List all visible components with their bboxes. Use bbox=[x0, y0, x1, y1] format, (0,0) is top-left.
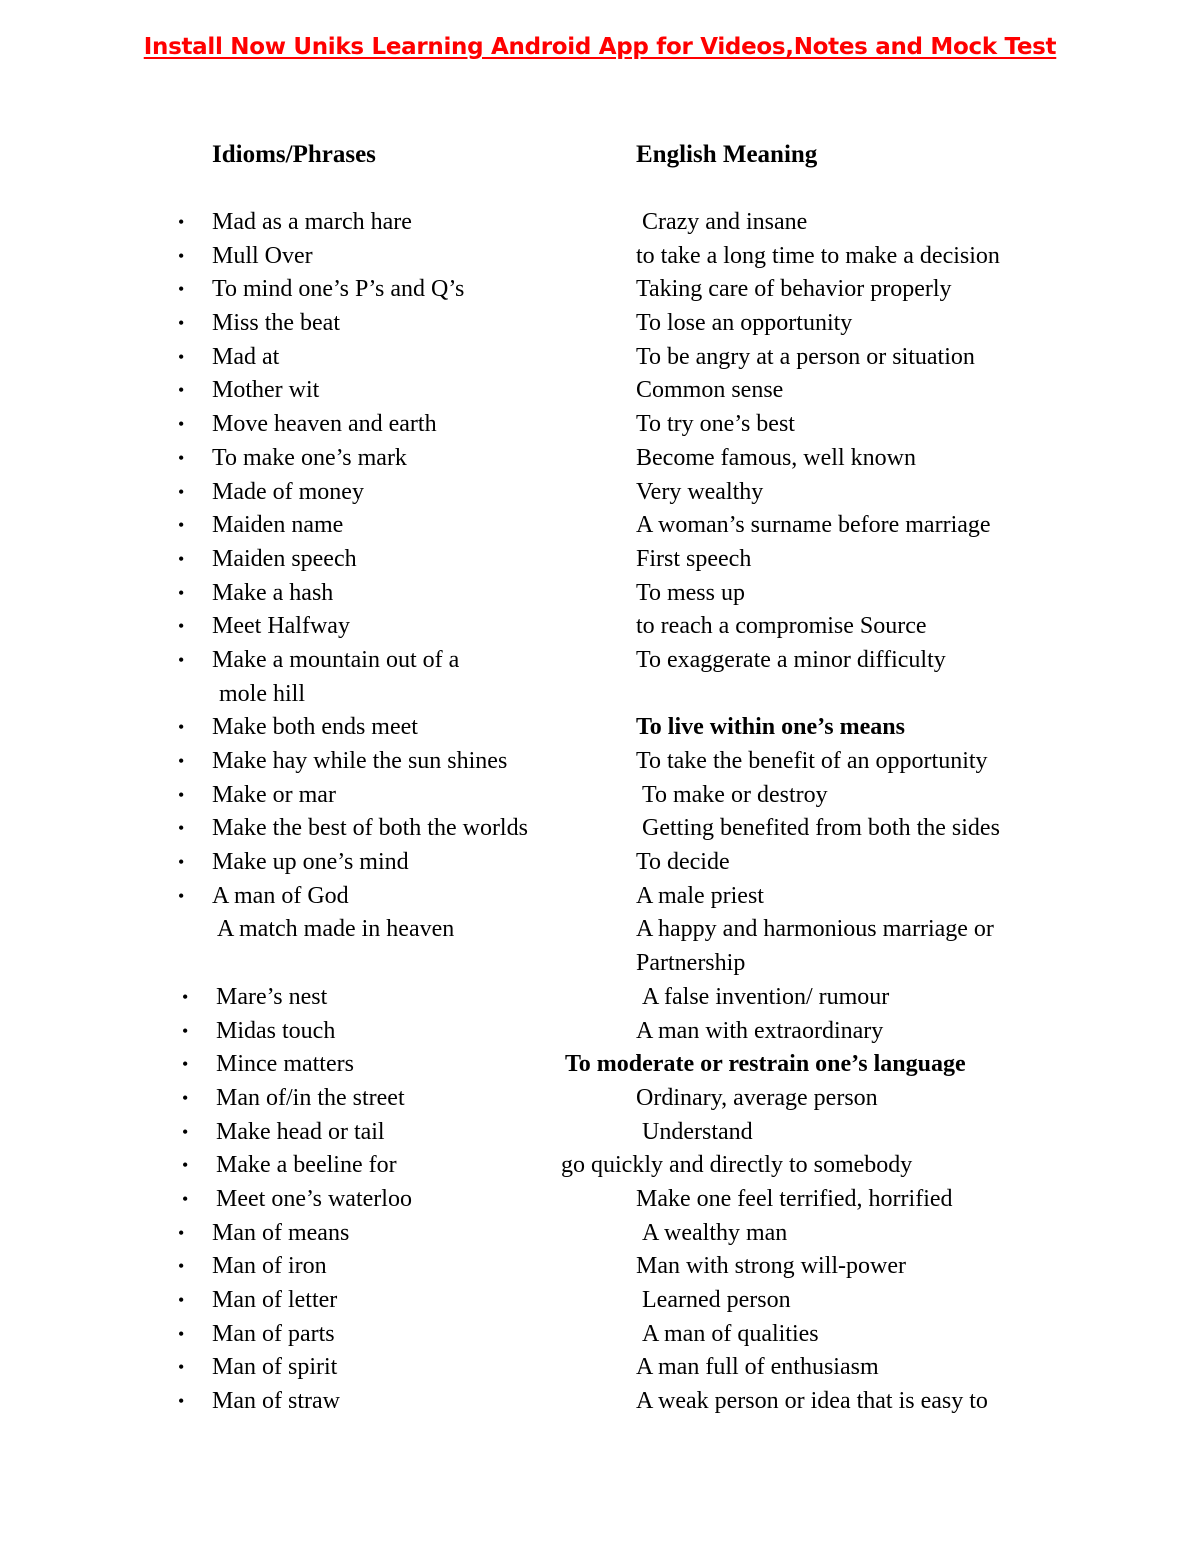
meaning-text: To take the benefit of an opportunity bbox=[636, 748, 988, 775]
list-item bbox=[0, 1318, 1200, 1352]
list-item bbox=[0, 307, 1200, 341]
idiom-text: Mad as a march hare bbox=[212, 209, 412, 235]
bullet-icon: • bbox=[178, 649, 185, 670]
idiom-text: Meet Halfway bbox=[212, 613, 350, 640]
bullet-icon: • bbox=[178, 245, 185, 266]
idiom-text: To mind one’s P’s and Q’s bbox=[212, 276, 465, 303]
meaning-text: A weak person or idea that is easy to bbox=[636, 1388, 988, 1415]
idiom-list bbox=[0, 206, 1200, 1419]
meaning-text: Make one feel terrified, horrified bbox=[636, 1185, 953, 1212]
idiom-text: Man of means bbox=[212, 1219, 350, 1246]
bullet-icon: • bbox=[182, 1155, 189, 1176]
bullet-icon: • bbox=[178, 616, 185, 637]
list-item bbox=[0, 442, 1200, 476]
meaning-text: A woman’s surname before marriage bbox=[636, 512, 991, 539]
meaning-text: A man with extraordinary bbox=[636, 1017, 884, 1044]
bullet-icon: • bbox=[182, 986, 189, 1007]
idiom-text: Make a hash bbox=[212, 579, 334, 606]
meaning-text: To be angry at a person or situation bbox=[636, 343, 975, 370]
bullet-icon: • bbox=[178, 481, 185, 502]
idiom-text: Man of parts bbox=[212, 1320, 335, 1347]
list-item bbox=[0, 1284, 1200, 1318]
idiom-line: Make a mountain out of a bbox=[212, 646, 460, 673]
bullet-icon: • bbox=[178, 279, 185, 300]
idiom-text: Mother wit bbox=[212, 377, 320, 404]
list-item bbox=[0, 981, 1200, 1015]
bullet-icon: • bbox=[178, 313, 185, 334]
idiom-text: Make head or tail bbox=[216, 1118, 385, 1145]
bullet-icon: • bbox=[178, 380, 185, 401]
idiom-text: Mince matters bbox=[216, 1051, 354, 1078]
bullet-icon: • bbox=[178, 1290, 185, 1311]
list-item bbox=[0, 240, 1200, 274]
idiom-text: To make one’s mark bbox=[212, 444, 407, 471]
idiom-text: Mad at bbox=[212, 343, 280, 370]
list-item bbox=[0, 1351, 1200, 1385]
list-item bbox=[0, 341, 1200, 375]
meaning-text: To lose an opportunity bbox=[636, 310, 853, 337]
idiom-text: Make the best of both the worlds bbox=[212, 815, 528, 842]
bullet-icon: • bbox=[178, 1357, 185, 1378]
idiom-text: Man of letter bbox=[212, 1287, 338, 1314]
list-item bbox=[0, 644, 1200, 711]
idiom-text: Make hay while the sun shines bbox=[212, 748, 508, 775]
column-header-meaning: English Meaning bbox=[636, 141, 818, 168]
bullet-icon: • bbox=[178, 1256, 185, 1277]
bullet-icon: • bbox=[178, 515, 185, 536]
list-item bbox=[0, 779, 1200, 813]
list-item bbox=[0, 543, 1200, 577]
bullet-icon: • bbox=[182, 1020, 189, 1041]
list-item bbox=[0, 1116, 1200, 1150]
meaning-text: Man with strong will-power bbox=[636, 1253, 906, 1280]
idiom-text bbox=[212, 644, 459, 711]
idiom-text: Miss the beat bbox=[212, 310, 340, 337]
meaning-line: A happy and harmonious marriage or bbox=[636, 916, 994, 943]
idiom-text: A man of God bbox=[212, 882, 349, 909]
idiom-text: Man of iron bbox=[212, 1253, 327, 1280]
meaning-text: Become famous, well known bbox=[636, 444, 916, 471]
list-item bbox=[0, 374, 1200, 408]
bullet-icon: • bbox=[178, 1222, 185, 1243]
meaning-text: Crazy and insane bbox=[642, 209, 808, 235]
idiom-text: Make both ends meet bbox=[212, 714, 418, 741]
column-header-idioms: Idioms/Phrases bbox=[212, 141, 376, 168]
meaning-text: To live within one’s means bbox=[636, 714, 905, 741]
idiom-text: Move heaven and earth bbox=[212, 411, 437, 438]
idiom-line: mole hill bbox=[219, 680, 305, 707]
idiom-text: A match made in heaven bbox=[217, 916, 455, 943]
list-item bbox=[0, 206, 1200, 240]
list-item bbox=[0, 846, 1200, 880]
meaning-text: Common sense bbox=[636, 377, 784, 404]
bullet-icon: • bbox=[178, 717, 185, 738]
idiom-text: Make up one’s mind bbox=[212, 849, 409, 876]
list-item bbox=[0, 1048, 1200, 1082]
list-item bbox=[0, 711, 1200, 745]
bullet-icon: • bbox=[178, 548, 185, 569]
bullet-icon: • bbox=[182, 1188, 189, 1209]
idiom-text: Man of straw bbox=[212, 1388, 340, 1415]
meaning-text: go quickly and directly to somebody bbox=[561, 1152, 913, 1179]
meaning-text bbox=[636, 913, 994, 980]
list-item bbox=[0, 812, 1200, 846]
idiom-text: Make or mar bbox=[212, 781, 336, 808]
meaning-text: To try one’s best bbox=[636, 411, 795, 438]
meaning-text: To moderate or restrain one’s language bbox=[565, 1051, 966, 1078]
list-item bbox=[0, 273, 1200, 307]
bullet-icon: • bbox=[178, 751, 185, 772]
list-item bbox=[0, 1385, 1200, 1419]
idiom-text: Mull Over bbox=[212, 242, 313, 269]
meaning-text: Taking care of behavior properly bbox=[636, 276, 952, 303]
idiom-text: Man of spirit bbox=[212, 1354, 338, 1381]
bullet-icon: • bbox=[178, 346, 185, 367]
idiom-text: Maiden name bbox=[212, 512, 344, 539]
bullet-icon: • bbox=[178, 885, 185, 906]
bullet-icon: • bbox=[182, 1054, 189, 1075]
meaning-text: A man full of enthusiasm bbox=[636, 1354, 879, 1381]
list-item bbox=[0, 1183, 1200, 1217]
idiom-text: Meet one’s waterloo bbox=[216, 1185, 412, 1212]
meaning-text: To exaggerate a minor difficulty bbox=[636, 646, 946, 673]
list-item bbox=[0, 1015, 1200, 1049]
meaning-text: to take a long time to make a decision bbox=[636, 242, 1000, 269]
meaning-text: First speech bbox=[636, 545, 752, 572]
list-item bbox=[0, 509, 1200, 543]
list-item bbox=[0, 1217, 1200, 1251]
meaning-text: A man of qualities bbox=[642, 1320, 819, 1347]
bullet-icon: • bbox=[178, 447, 185, 468]
list-item bbox=[0, 408, 1200, 442]
meaning-text: A male priest bbox=[636, 882, 764, 909]
meaning-text: To decide bbox=[636, 849, 730, 876]
meaning-text: To mess up bbox=[636, 579, 745, 606]
list-item bbox=[0, 745, 1200, 779]
promo-banner-link[interactable]: Install Now Uniks Learning Android App for Videos,Notes and Mock Test bbox=[143, 34, 1057, 60]
bullet-icon: • bbox=[178, 582, 185, 603]
bullet-icon: • bbox=[178, 1391, 185, 1412]
meaning-text: A wealthy man bbox=[642, 1219, 788, 1246]
meaning-text: A false invention/ rumour bbox=[642, 983, 890, 1010]
idiom-text: Midas touch bbox=[216, 1017, 336, 1044]
meaning-text: To make or destroy bbox=[642, 781, 828, 808]
idiom-text: Maiden speech bbox=[212, 545, 357, 572]
meaning-text: Getting benefited from both the sides bbox=[642, 815, 1000, 842]
list-item bbox=[0, 476, 1200, 510]
meaning-text: to reach a compromise Source bbox=[636, 613, 927, 640]
meaning-text: Understand bbox=[642, 1118, 753, 1145]
list-item bbox=[0, 577, 1200, 611]
idiom-text: Made of money bbox=[212, 478, 364, 505]
bullet-icon: • bbox=[178, 212, 185, 232]
bullet-icon: • bbox=[178, 1323, 185, 1344]
idiom-text: Mare’s nest bbox=[216, 983, 328, 1010]
bullet-icon: • bbox=[182, 1121, 189, 1142]
bullet-icon: • bbox=[178, 852, 185, 873]
list-item bbox=[0, 880, 1200, 914]
bullet-icon: • bbox=[178, 414, 185, 435]
list-item bbox=[0, 1082, 1200, 1116]
meaning-text: Learned person bbox=[642, 1287, 791, 1314]
list-item bbox=[0, 1149, 1200, 1183]
bullet-icon: • bbox=[178, 818, 185, 839]
bullet-icon: • bbox=[182, 1087, 189, 1108]
list-item bbox=[0, 1250, 1200, 1284]
meaning-text: Ordinary, average person bbox=[636, 1084, 878, 1111]
list-item bbox=[0, 610, 1200, 644]
idiom-text: Make a beeline for bbox=[216, 1152, 397, 1179]
meaning-line: Partnership bbox=[636, 950, 746, 977]
list-item bbox=[0, 913, 1200, 980]
idiom-text: Man of/in the street bbox=[216, 1084, 405, 1111]
bullet-icon: • bbox=[178, 784, 185, 805]
meaning-text: Very wealthy bbox=[636, 478, 764, 505]
